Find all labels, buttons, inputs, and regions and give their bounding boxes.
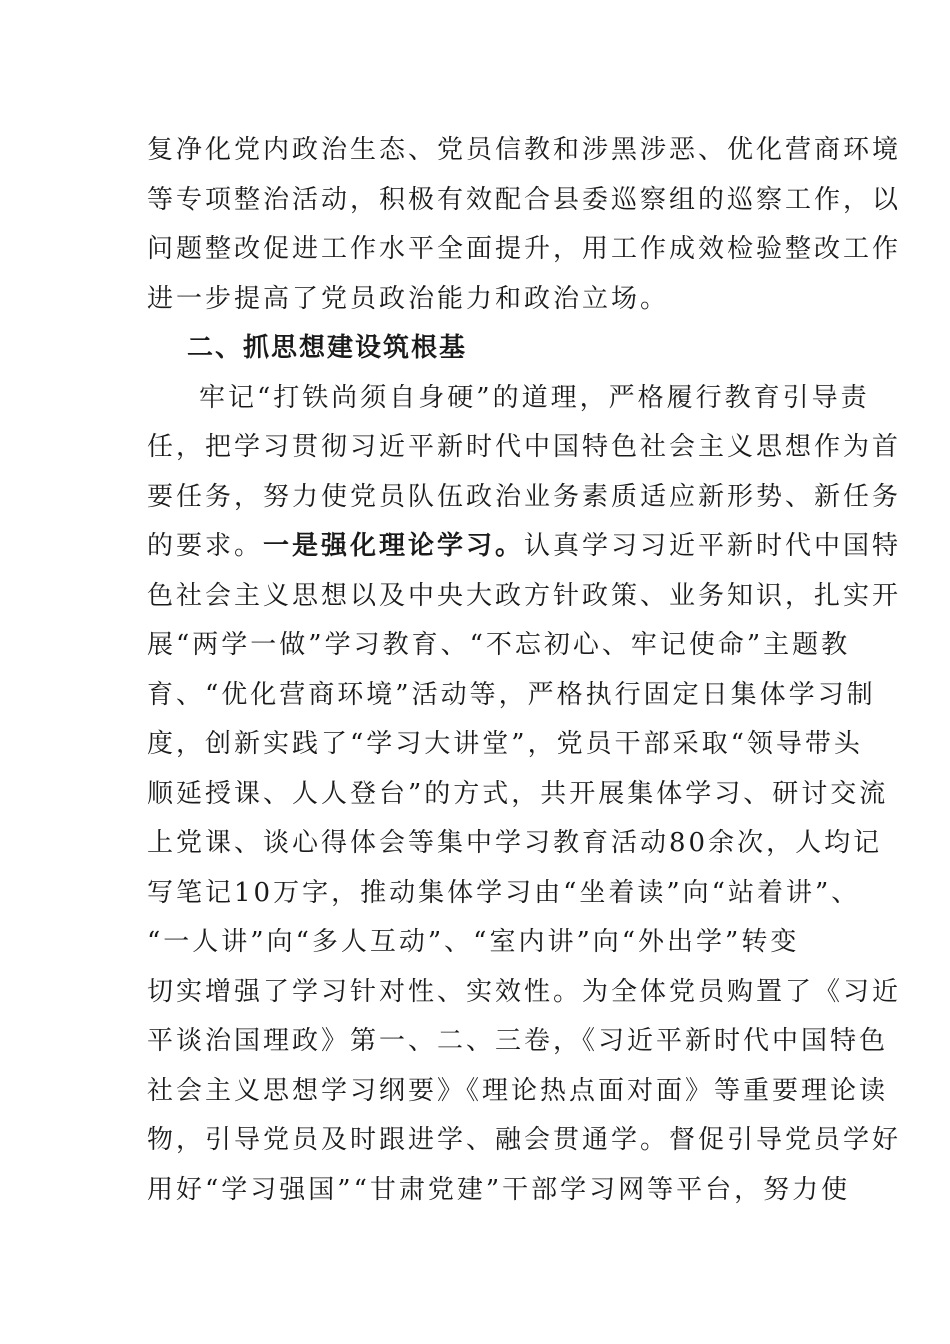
paragraph-line: 进一步提高了党员政治能力和政治立场。 (147, 283, 670, 314)
paragraph-line: 等专项整治活动，积极有效配合县委巡察组的巡察工作，以 (147, 184, 902, 215)
paragraph-line: 上党课、谈心得体会等集中学习教育活动80余次，人均记 (147, 828, 883, 858)
paragraph-line: 切实增强了学习针对性、实效性。为全体党员购置了《习近 (147, 976, 902, 1007)
paragraph-line: 育、“优化营商环境”活动等，严格执行固定日集体学习制 (147, 679, 876, 710)
paragraph-line: 色社会主义思想以及中央大政方针政策、业务知识，扎实开 (147, 580, 902, 611)
paragraph-line: 展“两学一做”学习教育、“不忘初心、牢记使命”主题教 (147, 630, 851, 660)
paragraph-line: 要任务，努力使党员队伍政治业务素质适应新形势、新任务 (147, 481, 902, 512)
paragraph-line: “一人讲”向“多人互动”、“室内讲”向“外出学”转变 (147, 927, 800, 957)
line-text: 认真学习习近平新时代中国特 (524, 531, 902, 561)
paragraph-line-mixed (147, 522, 902, 572)
paragraph-line: 复净化党内政治生态、党员信教和涉黑涉恶、优化营商环境 (147, 135, 902, 165)
paragraph-line: 牢记“打铁尚须自身硬”的道理，严格履行教育引导责 (199, 382, 870, 413)
paragraph-line: 顺延授课、人人登台”的方式，共开展集体学习、研讨交流 (147, 778, 889, 809)
paragraph-line: 度，创新实践了“学习大讲堂”，党员干部采取“领导带头 (147, 729, 863, 759)
paragraph-line: 社会主义思想学习纲要》《理论热点面对面》等重要理论读 (147, 1075, 889, 1106)
paragraph-line: 物，引导党员及时跟进学、融会贯通学。督促引导党员学好 (147, 1125, 902, 1155)
paragraph-line: 问题整改促进工作水平全面提升，用工作成效检验整改工作 (147, 234, 902, 264)
line-text: 的要求。 (147, 531, 264, 561)
bold-subheading: 一是强化理论学习。 (263, 531, 525, 561)
paragraph-line: 用好“学习强国”“甘肃党建”干部学习网等平台，努力使 (147, 1174, 851, 1205)
paragraph-line: 任，把学习贯彻习近平新时代中国特色社会主义思想作为首 (147, 432, 902, 462)
section-heading: 二、抓思想建设筑根基 (187, 333, 468, 363)
paragraph-line: 写笔记10万字，推动集体学习由“坐着读”向“站着讲”、 (147, 877, 861, 908)
paragraph-line: 平谈治国理政》第一、二、三卷，《习近平新时代中国特色 (147, 1026, 889, 1056)
document-body (147, 126, 902, 1215)
